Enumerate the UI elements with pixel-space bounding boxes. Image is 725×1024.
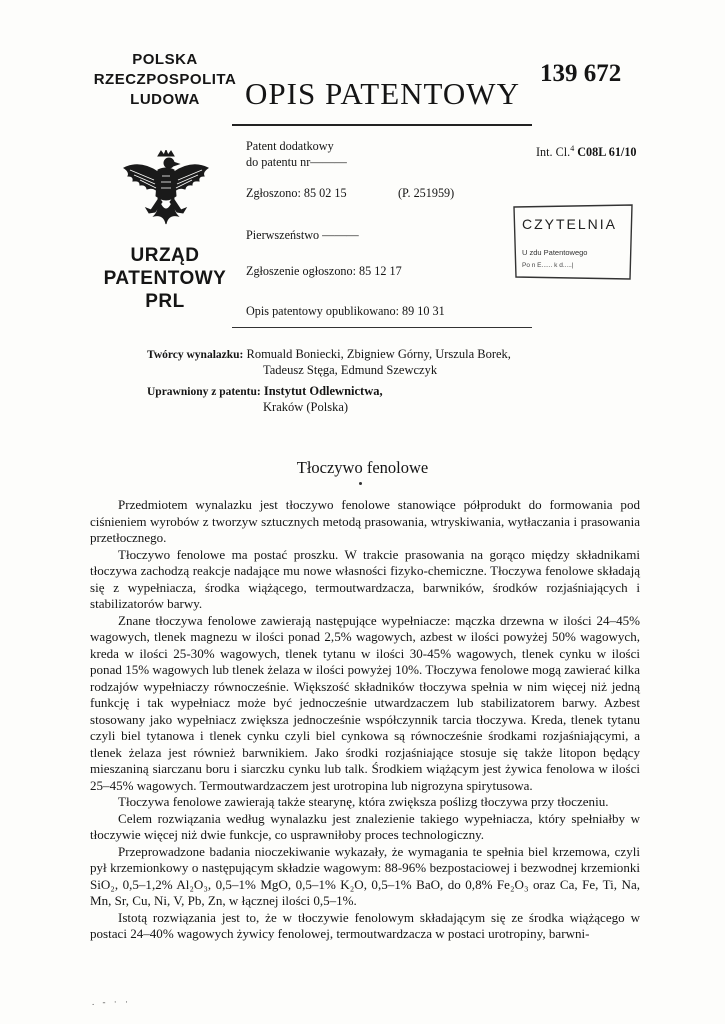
- inventors-line-2: Tadeusz Stęga, Edmund Szewczyk: [263, 363, 438, 377]
- application-published: Zgłoszenie ogłoszono: 85 12 17: [246, 264, 402, 278]
- patent-number: 139 672: [540, 60, 622, 87]
- int-cl-code: C08L 61/10: [577, 145, 637, 160]
- int-cl-edition: 4: [570, 144, 575, 153]
- stamp-line-1: CZYTELNIA: [522, 216, 618, 232]
- paragraph-6: Przeprowadzone badania nioczekiwanie wykazały, że wymagania te spełnia biel krzemowa, czyli pył krzemionkowy o następującym składzie wagowym: 88-96% bezpostaciowej i bezwodnej krzemionki SiO₂, 0,5–1,2% Al₂O₃, 0,5–1% MgO, 0,5–1% K₂O, 0,5–1% BaO, do 0,8% Fe₂O₃ oraz Ca, Fe, Ti, Na, Mn, Sr, Cu, Ni, V, Pb, Zn, w łącznej ilości 0,5–1%.: [90, 843, 640, 908]
- int-classification: [536, 144, 637, 160]
- country-line-2: RZECZPOSPOLITA: [93, 71, 237, 88]
- library-stamp: [512, 203, 634, 281]
- description-body: [90, 497, 640, 943]
- paragraph-3: Znane tłoczywa fenolowe zawierają następujące wypełniacze: mączka drzewna w ilości 24–45% wagowych, tlenek magnezu w ilości ponad 2,5% wagowych, azbest w ilości powyżej 50% wagowych, kreda w ilości 25-30% wagowych, tlenek tytanu w ilości 30-45% wagowych, tlenek cynku w ilości ponad 15% wagowych lub tlenek żelaza w ilości powyżej 10%. Tłoczywa fenolowe mogą zawierać kilka rodzajów wypełniaczy równocześnie. Większość składników tłoczywa spełnia w nim więcej niż jedną funkcję i tak wypełniacz może być jednocześnie utwardzaczem lub stabilizatorem barwy. Azbest stosowany jako wypełniacz zwiększa jednocześnie współczynnik tarcia tłoczywa. Kreda, tlenek tytanu czyli biel tytanowa i tlenek cynku czyli biel cynkowa są równocześnie środkami rozjaśniającymi, a tlenek żelaza jest również barwnikiem. Jako środki rozjaśniające stosuje się także litopon będący mieszaniną siarczanu boru i siarczku cynku lub talk. Środkiem wiążącym jest żywica fenolowa w ilości 25–45% wagowych. Termoutwardzaczem jest urotropina lub nigrozyna spirytusowa.: [90, 612, 640, 793]
- paragraph-4: Tłoczywa fenolowe zawierają także stearynę, która zwiększa poślizg tłoczywa przy tłoczeniu.: [118, 794, 609, 809]
- inventors-label: Twórcy wynalazku:: [147, 349, 244, 361]
- paragraph-1: Przedmiotem wynalazku jest tłoczywo fenolowe stanowiące półprodukt do formowania pod ciśnieniem wyrobów z tworzyw sztucznych metodą prasowania, wtryskiwania, wytłaczania i prasowania przetłocznego.: [90, 497, 640, 545]
- meta-divider: [232, 327, 532, 328]
- description-published: Opis patentowy opublikowano: 89 10 31: [246, 304, 445, 318]
- int-cl-prefix: Int. Cl.: [536, 145, 571, 160]
- country-line-1: POLSKA: [132, 51, 198, 68]
- patent-office: [80, 244, 250, 313]
- office-line-1: URZĄD: [130, 245, 200, 266]
- country-line-3: LUDOWA: [130, 91, 200, 108]
- paragraph-5: Celem rozwiązania według wynalazku jest znalezienie takiego wypełniacza, który spełniałby w tłoczywie więcej niż dwie funkcje, co usprawniłoby proces technologiczny.: [90, 810, 640, 842]
- inventors-line-1: Romuald Boniecki, Zbigniew Górny, Urszula Borek,: [246, 347, 511, 361]
- eagle-emblem-icon: [118, 150, 214, 236]
- application-number: (P. 251959): [398, 186, 455, 200]
- invention-title: Tłoczywo fenolowe: [296, 458, 429, 477]
- holder-label: Uprawniony z patentu:: [147, 386, 261, 398]
- scan-artifact: . - · ·: [92, 997, 131, 1007]
- patent-holder: [147, 383, 383, 400]
- to-patent-label: do patentu nr———: [246, 155, 347, 169]
- country-name: [90, 50, 240, 110]
- stamp-line-2: U zdu Patentowego: [522, 248, 588, 257]
- stamp-line-3: Po n E...... k d.....|: [522, 262, 574, 269]
- office-line-3: PRL: [145, 291, 185, 312]
- header-divider: [232, 124, 532, 126]
- office-line-2: PATENTOWY: [103, 268, 227, 289]
- document-title: OPIS PATENTOWY: [245, 76, 520, 111]
- title-dot: [359, 482, 362, 485]
- additional-patent-label: Patent dodatkowy: [246, 139, 334, 153]
- paragraph-7: Istotą rozwiązania jest to, że w tłoczywie fenolowym składającym się ze środka wiążącego w postaci 24–40% wagowych żywicy fenolowej, termoutwardzacza w postaci urotropiny, barwni-: [90, 909, 640, 941]
- holder-name: Instytut Odlewnictwa,: [263, 384, 383, 398]
- paragraph-2: Tłoczywo fenolowe ma postać proszku. W trakcie prasowania na gorąco między składnikami tłoczywa zachodzą reakcje nadające mu nowe własności fizyko-chemiczne. Tłoczywa fenolowe składają się z wypełniacza, środka wiążącego, termoutwardzacza, barwników, środków rozjaśniających i stabilizatorów barwy.: [90, 546, 640, 611]
- filing-date: Zgłoszono: 85 02 15: [246, 186, 347, 200]
- priority: Pierwszeństwo ———: [246, 228, 359, 242]
- holder-city: Kraków (Polska): [263, 400, 349, 414]
- inventors: [147, 346, 511, 363]
